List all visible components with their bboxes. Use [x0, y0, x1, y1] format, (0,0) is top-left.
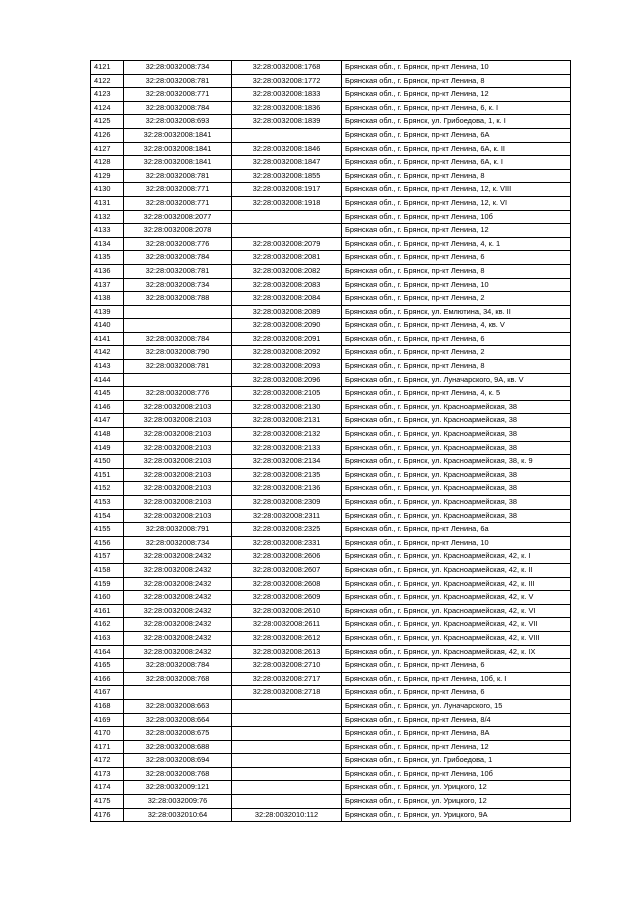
- land-plot-cadastral-number-cell: 32:28:0032008:2432: [124, 631, 232, 645]
- object-cadastral-number-cell: [232, 713, 342, 727]
- table-row: [91, 754, 571, 768]
- address-cell: Брянская обл., г. Брянск, ул. Красноармейская, 42, к. VI: [342, 604, 571, 618]
- row-number-cell: 4150: [91, 455, 124, 469]
- row-number-cell: 4139: [91, 305, 124, 319]
- row-number-cell: 4153: [91, 496, 124, 510]
- object-cadastral-number-cell: 32:28:0032008:1768: [232, 61, 342, 75]
- land-plot-cadastral-number-cell: 32:28:0032008:784: [124, 659, 232, 673]
- row-number-cell: 4170: [91, 727, 124, 741]
- row-number-cell: 4129: [91, 169, 124, 183]
- table-row: [91, 224, 571, 238]
- address-cell: Брянская обл., г. Брянск, пр-кт Ленина, 10: [342, 61, 571, 75]
- object-cadastral-number-cell: [232, 210, 342, 224]
- land-plot-cadastral-number-cell: [124, 686, 232, 700]
- address-cell: Брянская обл., г. Брянск, ул. Красноармейская, 38: [342, 468, 571, 482]
- object-cadastral-number-cell: 32:28:0032008:2131: [232, 414, 342, 428]
- object-cadastral-number-cell: 32:28:0032008:2611: [232, 618, 342, 632]
- land-plot-cadastral-number-cell: 32:28:0032008:1841: [124, 128, 232, 142]
- row-number-cell: 4133: [91, 224, 124, 238]
- row-number-cell: 4174: [91, 781, 124, 795]
- row-number-cell: 4171: [91, 740, 124, 754]
- address-cell: Брянская обл., г. Брянск, ул. Красноармейская, 42, к. IX: [342, 645, 571, 659]
- object-cadastral-number-cell: 32:28:0032008:2089: [232, 305, 342, 319]
- land-plot-cadastral-number-cell: 32:28:0032009:76: [124, 795, 232, 809]
- table-row: [91, 563, 571, 577]
- land-plot-cadastral-number-cell: 32:28:0032008:693: [124, 115, 232, 129]
- object-cadastral-number-cell: 32:28:0032008:2607: [232, 563, 342, 577]
- address-cell: Брянская обл., г. Брянск, ул. Грибоедова, 1, к. I: [342, 115, 571, 129]
- address-cell: Брянская обл., г. Брянск, пр-кт Ленина, 2: [342, 346, 571, 360]
- address-cell: Брянская обл., г. Брянск, ул. Урицкого, 12: [342, 781, 571, 795]
- land-plot-cadastral-number-cell: 32:28:0032008:2103: [124, 496, 232, 510]
- object-cadastral-number-cell: [232, 740, 342, 754]
- object-cadastral-number-cell: 32:28:0032008:2717: [232, 672, 342, 686]
- address-cell: Брянская обл., г. Брянск, пр-кт Ленина, 6: [342, 659, 571, 673]
- land-plot-cadastral-number-cell: 32:28:0032008:771: [124, 196, 232, 210]
- row-number-cell: 4143: [91, 360, 124, 374]
- table-row: [91, 523, 571, 537]
- object-cadastral-number-cell: [232, 781, 342, 795]
- address-cell: Брянская обл., г. Брянск, пр-кт Ленина, 8: [342, 264, 571, 278]
- row-number-cell: 4173: [91, 767, 124, 781]
- address-cell: Брянская обл., г. Брянск, пр-кт Ленина, 10: [342, 278, 571, 292]
- object-cadastral-number-cell: 32:28:0032008:1839: [232, 115, 342, 129]
- table-row: [91, 659, 571, 673]
- land-plot-cadastral-number-cell: 32:28:0032008:2432: [124, 591, 232, 605]
- land-plot-cadastral-number-cell: [124, 305, 232, 319]
- row-number-cell: 4121: [91, 61, 124, 75]
- object-cadastral-number-cell: 32:28:0032008:2133: [232, 441, 342, 455]
- land-plot-cadastral-number-cell: 32:28:0032008:2103: [124, 414, 232, 428]
- address-cell: Брянская обл., г. Брянск, ул. Красноармейская, 38: [342, 414, 571, 428]
- row-number-cell: 4156: [91, 536, 124, 550]
- table-row: [91, 509, 571, 523]
- address-cell: Брянская обл., г. Брянск, пр-кт Ленина, 2: [342, 292, 571, 306]
- table-row: [91, 795, 571, 809]
- table-row: [91, 360, 571, 374]
- address-cell: Брянская обл., г. Брянск, пр-кт Ленина, 6а: [342, 523, 571, 537]
- row-number-cell: 4130: [91, 183, 124, 197]
- row-number-cell: 4141: [91, 332, 124, 346]
- address-cell: Брянская обл., г. Брянск, ул. Луначарского, 9А, кв. V: [342, 373, 571, 387]
- table-row: [91, 781, 571, 795]
- table-row: [91, 468, 571, 482]
- object-cadastral-number-cell: 32:28:0032008:2084: [232, 292, 342, 306]
- address-cell: Брянская обл., г. Брянск, пр-кт Ленина, 6А, к. II: [342, 142, 571, 156]
- object-cadastral-number-cell: 32:28:0032008:2135: [232, 468, 342, 482]
- row-number-cell: 4140: [91, 319, 124, 333]
- table-row: [91, 346, 571, 360]
- row-number-cell: 4164: [91, 645, 124, 659]
- object-cadastral-number-cell: 32:28:0032008:1855: [232, 169, 342, 183]
- row-number-cell: 4146: [91, 400, 124, 414]
- address-cell: Брянская обл., г. Брянск, ул. Красноармейская, 38: [342, 428, 571, 442]
- address-cell: Брянская обл., г. Брянск, пр-кт Ленина, 12: [342, 740, 571, 754]
- table-body: [91, 61, 571, 822]
- land-plot-cadastral-number-cell: 32:28:0032008:2103: [124, 455, 232, 469]
- address-cell: Брянская обл., г. Брянск, ул. Красноармейская, 42, к. V: [342, 591, 571, 605]
- table-row: [91, 251, 571, 265]
- table-row: [91, 400, 571, 414]
- object-cadastral-number-cell: 32:28:0032008:1836: [232, 101, 342, 115]
- table-row: [91, 88, 571, 102]
- row-number-cell: 4122: [91, 74, 124, 88]
- object-cadastral-number-cell: 32:28:0032008:2130: [232, 400, 342, 414]
- object-cadastral-number-cell: [232, 754, 342, 768]
- object-cadastral-number-cell: [232, 795, 342, 809]
- object-cadastral-number-cell: 32:28:0032008:2609: [232, 591, 342, 605]
- row-number-cell: 4147: [91, 414, 124, 428]
- address-cell: Брянская обл., г. Брянск, ул. Красноармейская, 38: [342, 400, 571, 414]
- table-row: [91, 618, 571, 632]
- land-plot-cadastral-number-cell: 32:28:0032008:768: [124, 767, 232, 781]
- row-number-cell: 4125: [91, 115, 124, 129]
- address-cell: Брянская обл., г. Брянск, пр-кт Ленина, 10б: [342, 210, 571, 224]
- row-number-cell: 4126: [91, 128, 124, 142]
- table-row: [91, 210, 571, 224]
- row-number-cell: 4123: [91, 88, 124, 102]
- table-row: [91, 672, 571, 686]
- address-cell: Брянская обл., г. Брянск, ул. Грибоедова, 1: [342, 754, 571, 768]
- document-page: [90, 60, 571, 822]
- land-plot-cadastral-number-cell: 32:28:0032008:776: [124, 237, 232, 251]
- land-plot-cadastral-number-cell: 32:28:0032008:688: [124, 740, 232, 754]
- land-plot-cadastral-number-cell: 32:28:0032008:2103: [124, 400, 232, 414]
- address-cell: Брянская обл., г. Брянск, ул. Красноармейская, 42, к. II: [342, 563, 571, 577]
- table-row: [91, 496, 571, 510]
- address-cell: Брянская обл., г. Брянск, пр-кт Ленина, 12: [342, 224, 571, 238]
- address-cell: Брянская обл., г. Брянск, пр-кт Ленина, 6: [342, 251, 571, 265]
- land-plot-cadastral-number-cell: 32:28:0032008:771: [124, 88, 232, 102]
- address-cell: Брянская обл., г. Брянск, пр-кт Ленина, 6: [342, 686, 571, 700]
- object-cadastral-number-cell: 32:28:0032008:2710: [232, 659, 342, 673]
- address-cell: Брянская обл., г. Брянск, пр-кт Ленина, 6, к. I: [342, 101, 571, 115]
- object-cadastral-number-cell: 32:28:0032008:2311: [232, 509, 342, 523]
- land-plot-cadastral-number-cell: 32:28:0032008:734: [124, 278, 232, 292]
- table-row: [91, 604, 571, 618]
- object-cadastral-number-cell: 32:28:0032008:2136: [232, 482, 342, 496]
- table-row: [91, 482, 571, 496]
- row-number-cell: 4158: [91, 563, 124, 577]
- object-cadastral-number-cell: 32:28:0032008:2331: [232, 536, 342, 550]
- object-cadastral-number-cell: [232, 224, 342, 238]
- table-row: [91, 373, 571, 387]
- land-plot-cadastral-number-cell: 32:28:0032008:781: [124, 169, 232, 183]
- table-row: [91, 74, 571, 88]
- table-row: [91, 699, 571, 713]
- row-number-cell: 4135: [91, 251, 124, 265]
- object-cadastral-number-cell: 32:28:0032008:1847: [232, 156, 342, 170]
- address-cell: Брянская обл., г. Брянск, ул. Урицкого, 9А: [342, 808, 571, 822]
- land-plot-cadastral-number-cell: 32:28:0032008:784: [124, 101, 232, 115]
- address-cell: Брянская обл., г. Брянск, ул. Красноармейская, 42, к. VII: [342, 618, 571, 632]
- object-cadastral-number-cell: 32:28:0032008:1918: [232, 196, 342, 210]
- object-cadastral-number-cell: [232, 727, 342, 741]
- object-cadastral-number-cell: 32:28:0032008:2325: [232, 523, 342, 537]
- object-cadastral-number-cell: 32:28:0032008:2718: [232, 686, 342, 700]
- object-cadastral-number-cell: 32:28:0032008:2134: [232, 455, 342, 469]
- address-cell: Брянская обл., г. Брянск, ул. Красноармейская, 42, к. VIII: [342, 631, 571, 645]
- row-number-cell: 4142: [91, 346, 124, 360]
- address-cell: Брянская обл., г. Брянск, ул. Красноармейская, 38: [342, 441, 571, 455]
- row-number-cell: 4172: [91, 754, 124, 768]
- table-row: [91, 183, 571, 197]
- land-plot-cadastral-number-cell: 32:28:0032008:2432: [124, 577, 232, 591]
- table-row: [91, 264, 571, 278]
- land-plot-cadastral-number-cell: 32:28:0032008:2103: [124, 468, 232, 482]
- object-cadastral-number-cell: 32:28:0032008:2092: [232, 346, 342, 360]
- table-row: [91, 455, 571, 469]
- address-cell: Брянская обл., г. Брянск, пр-кт Ленина, 8: [342, 74, 571, 88]
- address-cell: Брянская обл., г. Брянск, ул. Красноармейская, 42, к. III: [342, 577, 571, 591]
- row-number-cell: 4161: [91, 604, 124, 618]
- object-cadastral-number-cell: 32:28:0032008:2613: [232, 645, 342, 659]
- table-row: [91, 591, 571, 605]
- row-number-cell: 4131: [91, 196, 124, 210]
- address-cell: Брянская обл., г. Брянск, пр-кт Ленина, 8: [342, 360, 571, 374]
- address-cell: Брянская обл., г. Брянск, пр-кт Ленина, 8: [342, 169, 571, 183]
- address-cell: Брянская обл., г. Брянск, ул. Красноармейская, 38: [342, 496, 571, 510]
- row-number-cell: 4137: [91, 278, 124, 292]
- row-number-cell: 4167: [91, 686, 124, 700]
- address-cell: Брянская обл., г. Брянск, пр-кт Ленина, 6: [342, 332, 571, 346]
- table-row: [91, 767, 571, 781]
- table-row: [91, 156, 571, 170]
- row-number-cell: 4166: [91, 672, 124, 686]
- object-cadastral-number-cell: 32:28:0032008:2079: [232, 237, 342, 251]
- land-plot-cadastral-number-cell: 32:28:0032008:694: [124, 754, 232, 768]
- object-cadastral-number-cell: 32:28:0032008:2606: [232, 550, 342, 564]
- address-cell: Брянская обл., г. Брянск, пр-кт Ленина, 4, к. 1: [342, 237, 571, 251]
- object-cadastral-number-cell: 32:28:0032008:2090: [232, 319, 342, 333]
- land-plot-cadastral-number-cell: 32:28:0032008:784: [124, 332, 232, 346]
- land-plot-cadastral-number-cell: 32:28:0032008:790: [124, 346, 232, 360]
- land-plot-cadastral-number-cell: 32:28:0032008:2078: [124, 224, 232, 238]
- land-plot-cadastral-number-cell: 32:28:0032008:791: [124, 523, 232, 537]
- table-row: [91, 115, 571, 129]
- table-row: [91, 740, 571, 754]
- address-cell: Брянская обл., г. Брянск, пр-кт Ленина, 8/4: [342, 713, 571, 727]
- object-cadastral-number-cell: 32:28:0032008:2081: [232, 251, 342, 265]
- address-cell: Брянская обл., г. Брянск, пр-кт Ленина, 10б, к. I: [342, 672, 571, 686]
- object-cadastral-number-cell: 32:28:0032008:1772: [232, 74, 342, 88]
- land-plot-cadastral-number-cell: [124, 319, 232, 333]
- object-cadastral-number-cell: 32:28:0032008:2608: [232, 577, 342, 591]
- row-number-cell: 4169: [91, 713, 124, 727]
- address-cell: Брянская обл., г. Брянск, ул. Урицкого, 12: [342, 795, 571, 809]
- table-row: [91, 631, 571, 645]
- land-plot-cadastral-number-cell: 32:28:0032008:2432: [124, 550, 232, 564]
- table-row: [91, 727, 571, 741]
- table-row: [91, 292, 571, 306]
- table-row: [91, 319, 571, 333]
- land-plot-cadastral-number-cell: [124, 373, 232, 387]
- object-cadastral-number-cell: 32:28:0032008:1833: [232, 88, 342, 102]
- row-number-cell: 4128: [91, 156, 124, 170]
- land-plot-cadastral-number-cell: 32:28:0032008:2432: [124, 645, 232, 659]
- table-row: [91, 237, 571, 251]
- table-row: [91, 428, 571, 442]
- object-cadastral-number-cell: 32:28:0032008:2083: [232, 278, 342, 292]
- land-plot-cadastral-number-cell: 32:28:0032008:776: [124, 387, 232, 401]
- table-row: [91, 196, 571, 210]
- land-plot-cadastral-number-cell: 32:28:0032008:781: [124, 264, 232, 278]
- land-plot-cadastral-number-cell: 32:28:0032008:675: [124, 727, 232, 741]
- table-row: [91, 61, 571, 75]
- row-number-cell: 4124: [91, 101, 124, 115]
- address-cell: Брянская обл., г. Брянск, пр-кт Ленина, 12, к. VIII: [342, 183, 571, 197]
- table-row: [91, 128, 571, 142]
- land-plot-cadastral-number-cell: 32:28:0032008:768: [124, 672, 232, 686]
- address-cell: Брянская обл., г. Брянск, пр-кт Ленина, 4, кв. V: [342, 319, 571, 333]
- object-cadastral-number-cell: [232, 699, 342, 713]
- row-number-cell: 4162: [91, 618, 124, 632]
- land-plot-cadastral-number-cell: 32:28:0032010:64: [124, 808, 232, 822]
- land-plot-cadastral-number-cell: 32:28:0032008:664: [124, 713, 232, 727]
- object-cadastral-number-cell: 32:28:0032008:2612: [232, 631, 342, 645]
- land-plot-cadastral-number-cell: 32:28:0032008:2103: [124, 509, 232, 523]
- address-cell: Брянская обл., г. Брянск, пр-кт Ленина, 6А: [342, 128, 571, 142]
- row-number-cell: 4136: [91, 264, 124, 278]
- table-row: [91, 169, 571, 183]
- land-plot-cadastral-number-cell: 32:28:0032008:2103: [124, 482, 232, 496]
- object-cadastral-number-cell: 32:28:0032008:2309: [232, 496, 342, 510]
- address-cell: Брянская обл., г. Брянск, пр-кт Ленина, 4, к. 5: [342, 387, 571, 401]
- table-row: [91, 101, 571, 115]
- row-number-cell: 4154: [91, 509, 124, 523]
- land-plot-cadastral-number-cell: 32:28:0032009:121: [124, 781, 232, 795]
- land-plot-cadastral-number-cell: 32:28:0032008:734: [124, 536, 232, 550]
- object-cadastral-number-cell: 32:28:0032008:1917: [232, 183, 342, 197]
- address-cell: Брянская обл., г. Брянск, ул. Красноармейская, 38, к. 9: [342, 455, 571, 469]
- table-row: [91, 577, 571, 591]
- row-number-cell: 4157: [91, 550, 124, 564]
- row-number-cell: 4149: [91, 441, 124, 455]
- land-plot-cadastral-number-cell: 32:28:0032008:2103: [124, 428, 232, 442]
- table-row: [91, 713, 571, 727]
- land-plot-cadastral-number-cell: 32:28:0032008:1841: [124, 142, 232, 156]
- address-cell: Брянская обл., г. Брянск, ул. Красноармейская, 38: [342, 509, 571, 523]
- table-row: [91, 808, 571, 822]
- row-number-cell: 4134: [91, 237, 124, 251]
- table-row: [91, 305, 571, 319]
- row-number-cell: 4148: [91, 428, 124, 442]
- object-cadastral-number-cell: 32:28:0032008:2082: [232, 264, 342, 278]
- table-row: [91, 387, 571, 401]
- table-row: [91, 142, 571, 156]
- row-number-cell: 4152: [91, 482, 124, 496]
- row-number-cell: 4163: [91, 631, 124, 645]
- land-plot-cadastral-number-cell: 32:28:0032008:771: [124, 183, 232, 197]
- object-cadastral-number-cell: 32:28:0032008:2096: [232, 373, 342, 387]
- table-row: [91, 645, 571, 659]
- row-number-cell: 4127: [91, 142, 124, 156]
- row-number-cell: 4176: [91, 808, 124, 822]
- land-plot-cadastral-number-cell: 32:28:0032008:2432: [124, 618, 232, 632]
- address-cell: Брянская обл., г. Брянск, пр-кт Ленина, 10: [342, 536, 571, 550]
- object-cadastral-number-cell: 32:28:0032008:2105: [232, 387, 342, 401]
- row-number-cell: 4159: [91, 577, 124, 591]
- row-number-cell: 4165: [91, 659, 124, 673]
- land-plot-cadastral-number-cell: 32:28:0032008:2432: [124, 563, 232, 577]
- object-cadastral-number-cell: [232, 767, 342, 781]
- row-number-cell: 4144: [91, 373, 124, 387]
- address-cell: Брянская обл., г. Брянск, ул. Красноармейская, 38: [342, 482, 571, 496]
- land-plot-cadastral-number-cell: 32:28:0032008:781: [124, 360, 232, 374]
- row-number-cell: 4138: [91, 292, 124, 306]
- object-cadastral-number-cell: 32:28:0032010:112: [232, 808, 342, 822]
- address-cell: Брянская обл., г. Брянск, ул. Емлютина, 34, кв. II: [342, 305, 571, 319]
- land-plot-cadastral-number-cell: 32:28:0032008:2432: [124, 604, 232, 618]
- land-plot-cadastral-number-cell: 32:28:0032008:781: [124, 74, 232, 88]
- land-plot-cadastral-number-cell: 32:28:0032008:2103: [124, 441, 232, 455]
- object-cadastral-number-cell: 32:28:0032008:2610: [232, 604, 342, 618]
- row-number-cell: 4151: [91, 468, 124, 482]
- object-cadastral-number-cell: 32:28:0032008:2091: [232, 332, 342, 346]
- row-number-cell: 4145: [91, 387, 124, 401]
- row-number-cell: 4168: [91, 699, 124, 713]
- land-plot-cadastral-number-cell: 32:28:0032008:784: [124, 251, 232, 265]
- row-number-cell: 4160: [91, 591, 124, 605]
- table-row: [91, 536, 571, 550]
- object-cadastral-number-cell: 32:28:0032008:2132: [232, 428, 342, 442]
- address-cell: Брянская обл., г. Брянск, пр-кт Ленина, 12: [342, 88, 571, 102]
- land-plot-cadastral-number-cell: 32:28:0032008:734: [124, 61, 232, 75]
- table-row: [91, 550, 571, 564]
- land-plot-cadastral-number-cell: 32:28:0032008:663: [124, 699, 232, 713]
- row-number-cell: 4155: [91, 523, 124, 537]
- table-row: [91, 441, 571, 455]
- address-cell: Брянская обл., г. Брянск, пр-кт Ленина, 10б: [342, 767, 571, 781]
- address-cell: Брянская обл., г. Брянск, ул. Красноармейская, 42, к. I: [342, 550, 571, 564]
- table-row: [91, 278, 571, 292]
- table-row: [91, 414, 571, 428]
- row-number-cell: 4132: [91, 210, 124, 224]
- row-number-cell: 4175: [91, 795, 124, 809]
- land-plot-cadastral-number-cell: 32:28:0032008:788: [124, 292, 232, 306]
- address-cell: Брянская обл., г. Брянск, пр-кт Ленина, 12, к. VI: [342, 196, 571, 210]
- cadastral-register-table: [90, 60, 571, 822]
- table-row: [91, 686, 571, 700]
- table-row: [91, 332, 571, 346]
- object-cadastral-number-cell: 32:28:0032008:2093: [232, 360, 342, 374]
- land-plot-cadastral-number-cell: 32:28:0032008:1841: [124, 156, 232, 170]
- object-cadastral-number-cell: [232, 128, 342, 142]
- object-cadastral-number-cell: 32:28:0032008:1846: [232, 142, 342, 156]
- address-cell: Брянская обл., г. Брянск, пр-кт Ленина, 8А: [342, 727, 571, 741]
- land-plot-cadastral-number-cell: 32:28:0032008:2077: [124, 210, 232, 224]
- address-cell: Брянская обл., г. Брянск, пр-кт Ленина, 6А, к. I: [342, 156, 571, 170]
- address-cell: Брянская обл., г. Брянск, ул. Луначарского, 15: [342, 699, 571, 713]
